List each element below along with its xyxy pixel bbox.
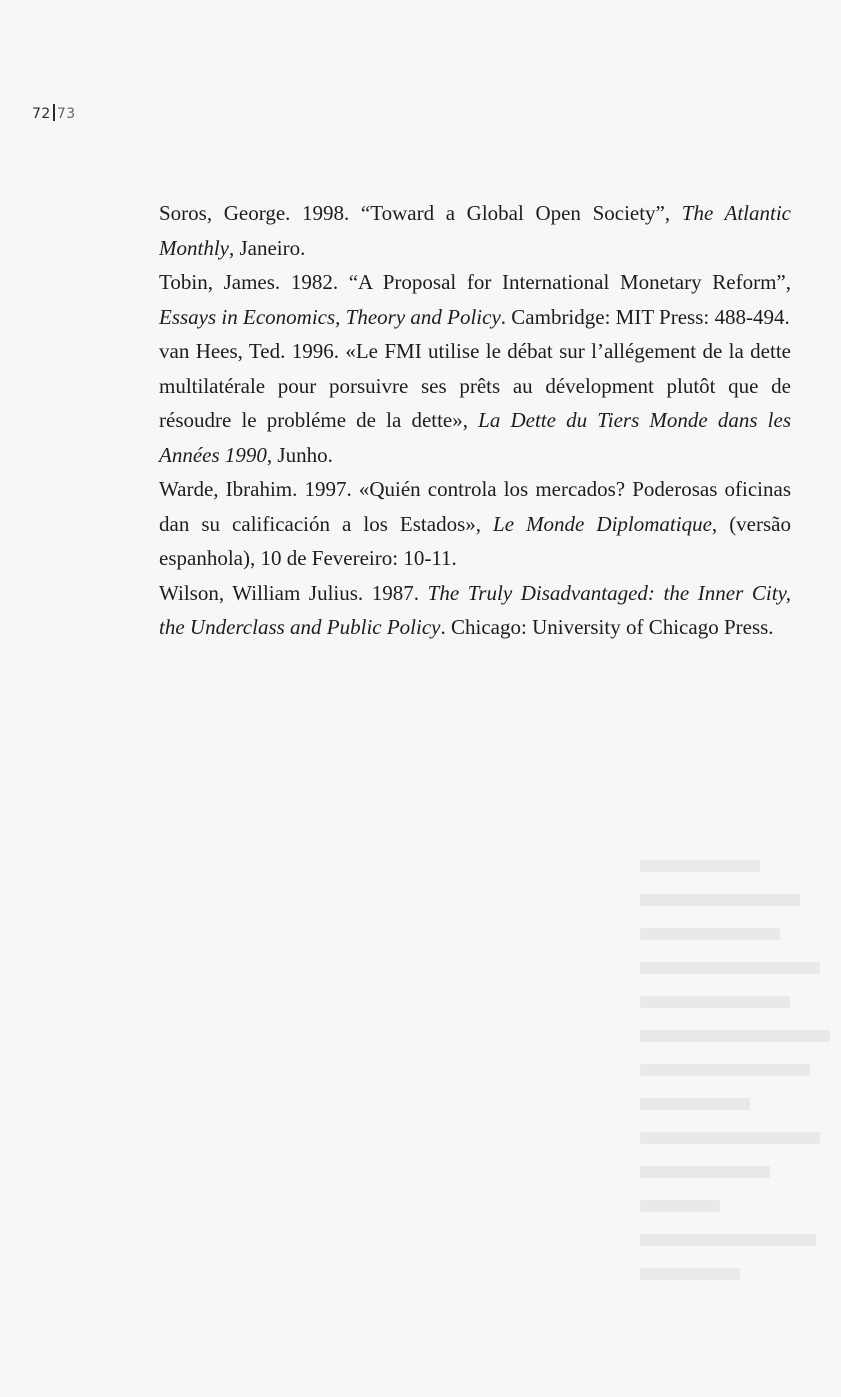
page-number-current: 72	[32, 106, 51, 122]
reference-text: , (versão espanhola), 10 de Fevereiro: 10-11.	[159, 511, 791, 570]
reference-list	[159, 196, 791, 645]
page-number-next: 73	[56, 106, 76, 122]
reference-tobin	[159, 265, 791, 334]
page-number-separator	[53, 104, 55, 121]
reference-text: , Junho.	[266, 442, 333, 467]
reference-text: , Janeiro.	[228, 235, 306, 260]
reference-text: Warde, Ibrahim. 1997. «Quién controla los mercados? Poderosas oficinas dan su calificación a los Estados»,	[159, 477, 791, 536]
reference-title: Essays in Economics, Theory and Policy	[159, 304, 501, 329]
reference-title: Le Monde Diplomatique	[493, 511, 712, 536]
reference-text: Wilson, William Julius. 1987.	[159, 580, 428, 605]
reference-soros	[159, 196, 791, 265]
reference-wilson	[159, 576, 791, 645]
reference-title: La Dette du Tiers Monde dans les Années 1990	[159, 408, 791, 467]
reference-title: The Truly Disadvantaged: the Inner City, the Underclass and Public Policy	[159, 580, 791, 639]
reference-text: Soros, George. 1998. “Toward a Global Open Society”,	[159, 201, 682, 225]
reference-text: van Hees, Ted. 1996. «Le FMI utilise le débat sur l’allégement de la dette multilatérale pour porsuivre ses prêts au dévelopment plutôt que de résoudre le probléme de la dette»,	[159, 339, 791, 432]
reference-van-hees	[159, 334, 791, 472]
reference-text: . Chicago: University of Chicago Press.	[440, 615, 774, 639]
reference-title: The Atlantic Monthly	[159, 201, 792, 260]
page-number	[32, 104, 76, 122]
reverse-page-bleed-through	[640, 860, 840, 1320]
reference-text: . Cambridge: MIT Press: 488-494.	[500, 304, 790, 329]
reference-text: Tobin, James. 1982. “A Proposal for International Monetary Reform”,	[159, 270, 791, 294]
reference-warde	[159, 472, 791, 576]
